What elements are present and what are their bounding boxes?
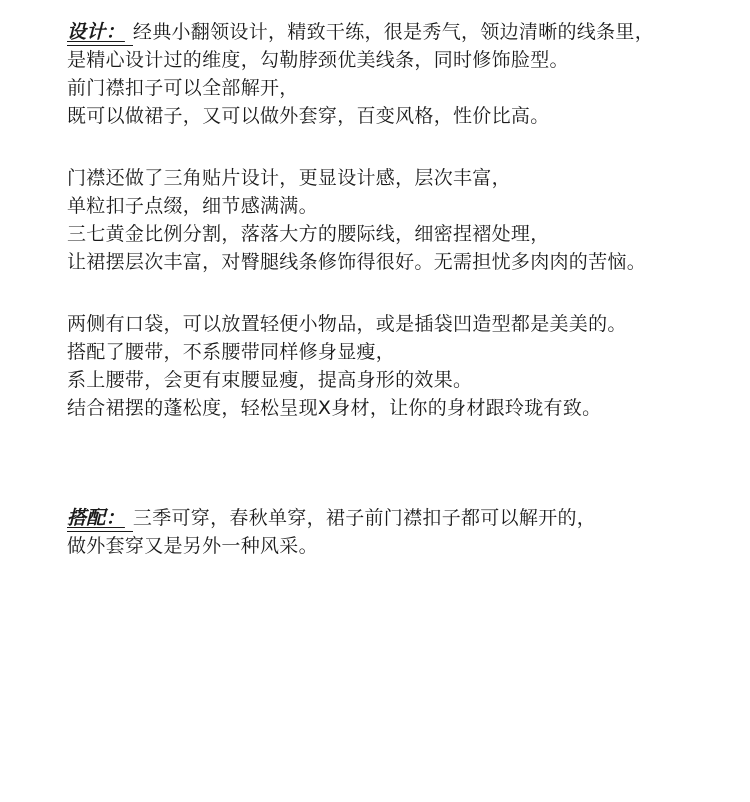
paragraph-spacer — [67, 130, 737, 164]
placket-line-1: 门襟还做了三角贴片设计，更显设计感，层次丰富， — [67, 167, 511, 189]
pocket-line-3: 系上腰带，会更有束腰显瘦，提高身形的效果。 — [67, 369, 473, 391]
pocket-line-4: 结合裙摆的蓬松度，轻松呈现X身材，让你的身材跟玲珑有致。 — [67, 397, 602, 419]
design-line-2: 是精心设计过的维度，勾勒脖颈优美线条，同时修饰脸型。 — [67, 49, 569, 71]
design-text-1: 经典小翻领设计，精致干练，很是秀气，领边清晰的线条里， — [132, 21, 655, 43]
product-description — [67, 18, 737, 560]
placket-line-4: 让裙摆层次丰富，对臀腿线条修饰得很好。无需担忧多肉肉的苦恼。 — [67, 251, 647, 273]
styling-line-2: 做外套穿又是另外一种风采。 — [67, 535, 318, 557]
pocket-belt-section — [67, 310, 737, 422]
styling-line-1 — [67, 504, 737, 532]
design-line-1 — [67, 18, 737, 46]
section-spacer — [67, 422, 737, 504]
placket-section — [67, 164, 737, 276]
paragraph-spacer — [67, 276, 737, 310]
placket-line-2: 单粒扣子点缀，细节感满满。 — [67, 195, 318, 217]
styling-text-1: 三季可穿，春秋单穿，裙子前门襟扣子都可以解开的， — [132, 507, 597, 529]
design-line-3: 前门襟扣子可以全部解开， — [67, 77, 299, 99]
styling-section — [67, 504, 737, 560]
styling-label: 搭配： — [67, 504, 133, 532]
design-label: 设计： — [67, 18, 133, 46]
pocket-line-2: 搭配了腰带，不系腰带同样修身显瘦， — [67, 341, 396, 363]
design-section — [67, 18, 737, 130]
pocket-line-1: 两侧有口袋，可以放置轻便小物品，或是插袋凹造型都是美美的。 — [67, 313, 627, 335]
placket-line-3: 三七黄金比例分割，落落大方的腰际线，细密捏褶处理， — [67, 223, 550, 245]
design-line-4: 既可以做裙子，又可以做外套穿，百变风格，性价比高。 — [67, 105, 550, 127]
